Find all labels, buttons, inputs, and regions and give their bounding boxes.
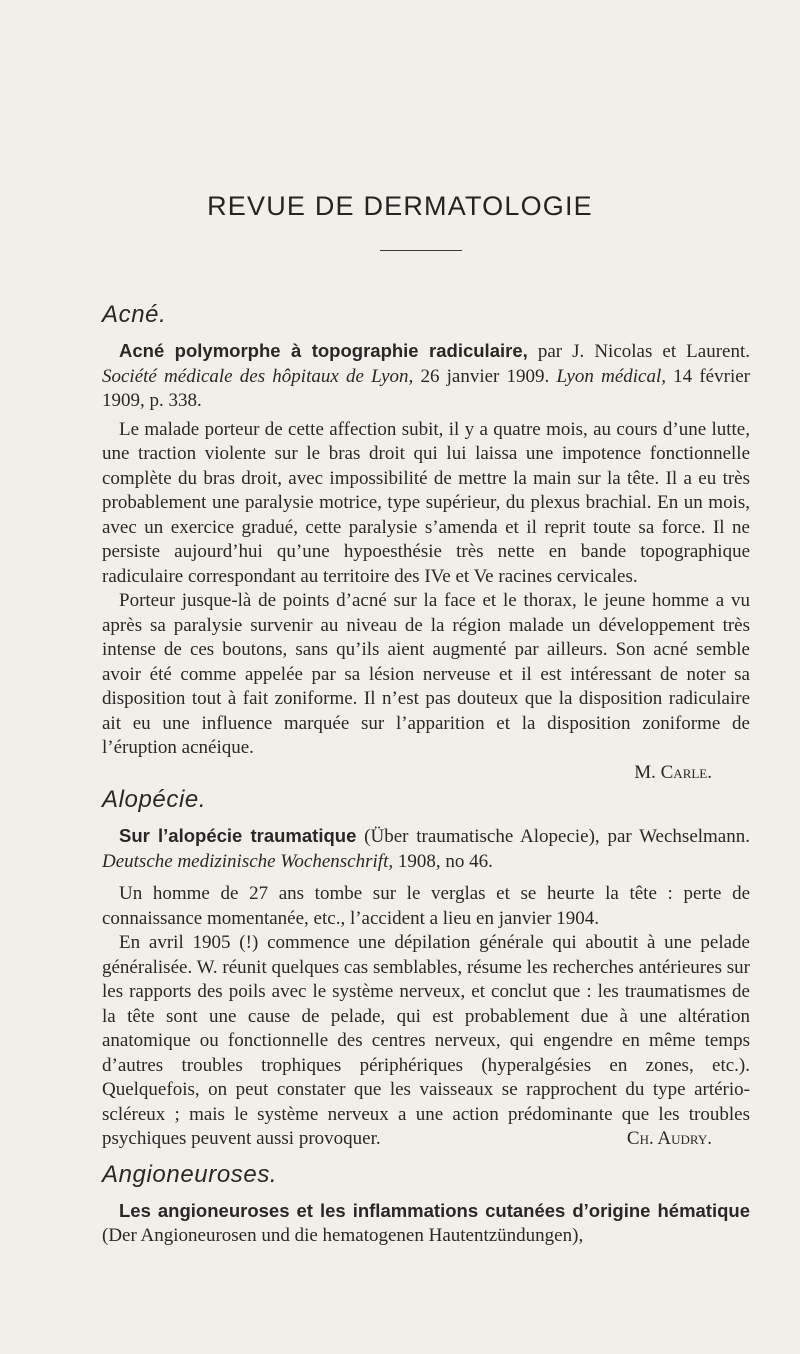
paragraph-alopecie-2-text: En avril 1905 (!) commence une dépilation générale qui aboutit à une pelade généralisée. W. réunit quelques cas semblables, résume les recherches antérieures sur les rapports des poils avec le système nerveux, et conclut que : les traumatismes de la tête sont une cause de pelade, qui est probablement due à une altération anatomique ou fonctionnelle des centres nerveux, qui engendre en même temps d’autres troubles trophiques périphériques (hyperalgésies en zones, etc.). Quelquefois, on peut constater que les vaisseaux se rapprochent du type artério-scléreux ; mais le système nerveux a une action prédominante que les troubles psychiques peuvent aussi provoquer. (102, 932, 750, 1149)
article-date-acne: 26 janvier 1909. (413, 365, 557, 387)
section-alopecie (102, 785, 750, 1152)
article-reference-alopecie (102, 824, 750, 874)
article-source-alopecie: Deutsche medizinische Wochenschrift, (102, 850, 394, 872)
section-heading-angioneuroses: Angioneuroses. (102, 1160, 278, 1188)
page-title: REVUE DE DERMATOLOGIE (207, 191, 593, 221)
paragraph-alopecie-1: Un homme de 27 ans tombe sur le verglas et se heurte la tête : perte de connaissance momentanée, etc., l’accident a lieu en janvier 1904. (102, 883, 750, 929)
article-authors-angioneuroses: (Der Angioneurosen und die hematogenen Hautentzündungen), (102, 1225, 584, 1246)
article-title-alopecie: Sur l’alopécie traumatique (119, 825, 357, 846)
section-angioneuroses (102, 1160, 750, 1249)
article-journal-acne: Lyon médical, (556, 365, 666, 387)
paragraph-alopecie-2 (102, 931, 750, 1152)
paragraph-acne-2: Porteur jusque-là de points d’acné sur la face et le thorax, le jeune homme a vu après sa paralysie survenir au niveau de la région malade un développement très intense de ces boutons, sans qu’ils aient augmenté par ailleurs. Son acné semble avoir été comme appelée par sa lésion nerveuse et il est intéressant de noter sa disposition tout à fait zoniforme. Il n’est pas douteux que la disposition radiculaire ait eu une influence marquée sur l’apparition et la disposition zoniforme de l’éruption acnéique. (102, 590, 750, 758)
article-title-acne: Acné polymorphe à topographie radiculaire, (119, 340, 528, 361)
section-heading-acne: Acné. (102, 301, 167, 328)
article-reference-acne (102, 339, 750, 414)
article-authors-acne: par J. Nicolas et Laurent. (527, 341, 751, 362)
article-source-acne: Société médicale des hôpitaux de Lyon, (102, 365, 414, 387)
article-authors-alopecie: (Über traumatische Alopecie), par Wechselmann. (356, 826, 750, 847)
title-divider (380, 250, 462, 251)
section-acne (102, 300, 750, 785)
article-date-alopecie: 1908, no 46. (393, 850, 493, 872)
page-content (102, 300, 750, 1253)
article-title-angioneuroses: Les angioneuroses et les inflammations cutanées d’origine hématique (119, 1199, 750, 1221)
signature-acne: M. Carle. (634, 761, 712, 783)
paragraph-acne-1: Le malade porteur de cette affection subit, il y a quatre mois, au cours d’une lutte, une traction violente sur le bras droit qui lui laissa une impotence fonctionnelle complète du bras droit, avec impossibilité de mettre la main sur la tête. Il a eu très probablement une paralysie motrice, type supérieur, du plexus brachial. En un mois, avec un exercice gradué, cette paralysie s’amenda et il reprit toute sa force. Il ne persiste aujourd’hui qu’une hypoesthésie très nette en bande topographique radiculaire correspondant au territoire des IVe et Ve racines cervicales. (102, 418, 750, 587)
section-heading-alopecie: Alopécie. (102, 786, 207, 813)
article-reference-angioneuroses (102, 1199, 750, 1249)
article-pages-acne: 14 février 1909, p. 338. (102, 365, 750, 411)
signature-alopecie: Ch. Audry. (626, 1128, 712, 1149)
